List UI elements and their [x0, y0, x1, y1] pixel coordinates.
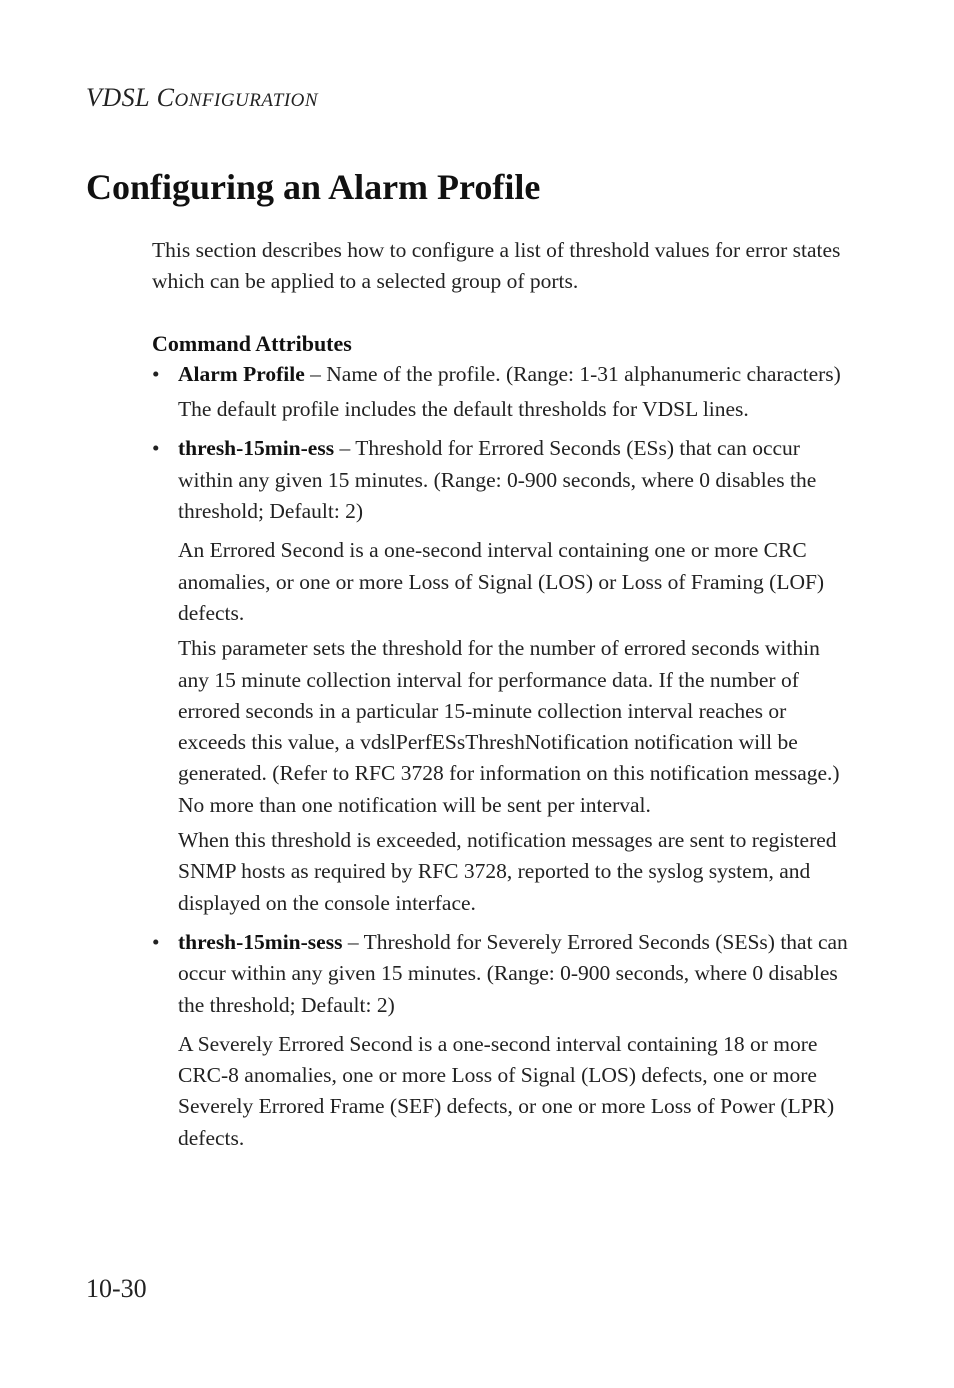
- attribute-definition: [178, 433, 852, 527]
- attribute-item-thresh-15min-sess: [152, 927, 852, 1154]
- bullet-icon: •: [152, 361, 160, 386]
- attribute-paragraph: An Errored Second is a one-second interval containing one or more CRC anomalies, or one or more Loss of Signal (LOS) or Loss of Framing (LOF) defects.: [178, 538, 825, 625]
- section-title: Configuring an Alarm Profile: [86, 167, 541, 207]
- running-header-smallcaps: ONFIGURATION: [174, 90, 319, 111]
- attribute-item-thresh-15min-ess: [152, 433, 852, 918]
- attribute-definition: [178, 927, 852, 1021]
- bullet-icon: •: [152, 929, 160, 954]
- attribute-term: thresh-15min-ess: [178, 436, 335, 461]
- page-number: 10-30: [86, 1274, 147, 1303]
- attribute-paragraph: This parameter sets the threshold for the number of errored seconds within any 15 minute collection interval for performance data. If the number of errored seconds in a particular 15-minute collection interval reaches or exceeds this value, a vdslPerfESsThreshNotification notification will be generated. (Refer to RFC 3728 for information on this notification message.) No more than one notification will be sent per interval.: [178, 636, 840, 817]
- attribute-term: thresh-15min-sess: [178, 929, 343, 954]
- attribute-description: – Threshold for Severely Errored Seconds (SESs) that can occur within any given 15 minutes. (Range: 0-900 seconds, where 0 disables the threshold; Default: 2): [178, 929, 848, 1017]
- attribute-description: – Threshold for Errored Seconds (ESs) that can occur within any given 15 minutes. (Range: 0-900 seconds, where 0 disables the threshold; Default: 2): [178, 436, 817, 524]
- attribute-description: – Name of the profile. (Range: 1-31 alphanumeric characters): [304, 361, 841, 386]
- command-attributes-heading: Command Attributes: [152, 330, 352, 356]
- section-body: [152, 235, 852, 1162]
- running-header: [86, 83, 318, 113]
- attribute-term: Alarm Profile: [178, 361, 305, 386]
- attribute-list: [152, 359, 852, 1154]
- attribute-paragraph: The default profile includes the default thresholds for VDSL lines.: [178, 397, 749, 422]
- attribute-paragraph: When this threshold is exceeded, notification messages are sent to registered SNMP hosts as required by RFC 3728, reported to the syslog system, and displayed on the console interface.: [178, 828, 837, 915]
- attribute-definition: [178, 359, 852, 390]
- attribute-paragraph: A Severely Errored Second is a one-second interval containing 18 or more CRC-8 anomalies, one or more Loss of Signal (LOS) defects, one or more Severely Errored Frame (SEF) defects, or one or more Loss of Power (LPR) defects.: [178, 1031, 835, 1150]
- bullet-icon: •: [152, 436, 160, 461]
- intro-paragraph: This section describes how to configure a list of threshold values for error states which can be applied to a selected group of ports.: [152, 238, 841, 294]
- running-header-main: VDSL C: [86, 83, 175, 112]
- attribute-item-alarm-profile: [152, 359, 852, 426]
